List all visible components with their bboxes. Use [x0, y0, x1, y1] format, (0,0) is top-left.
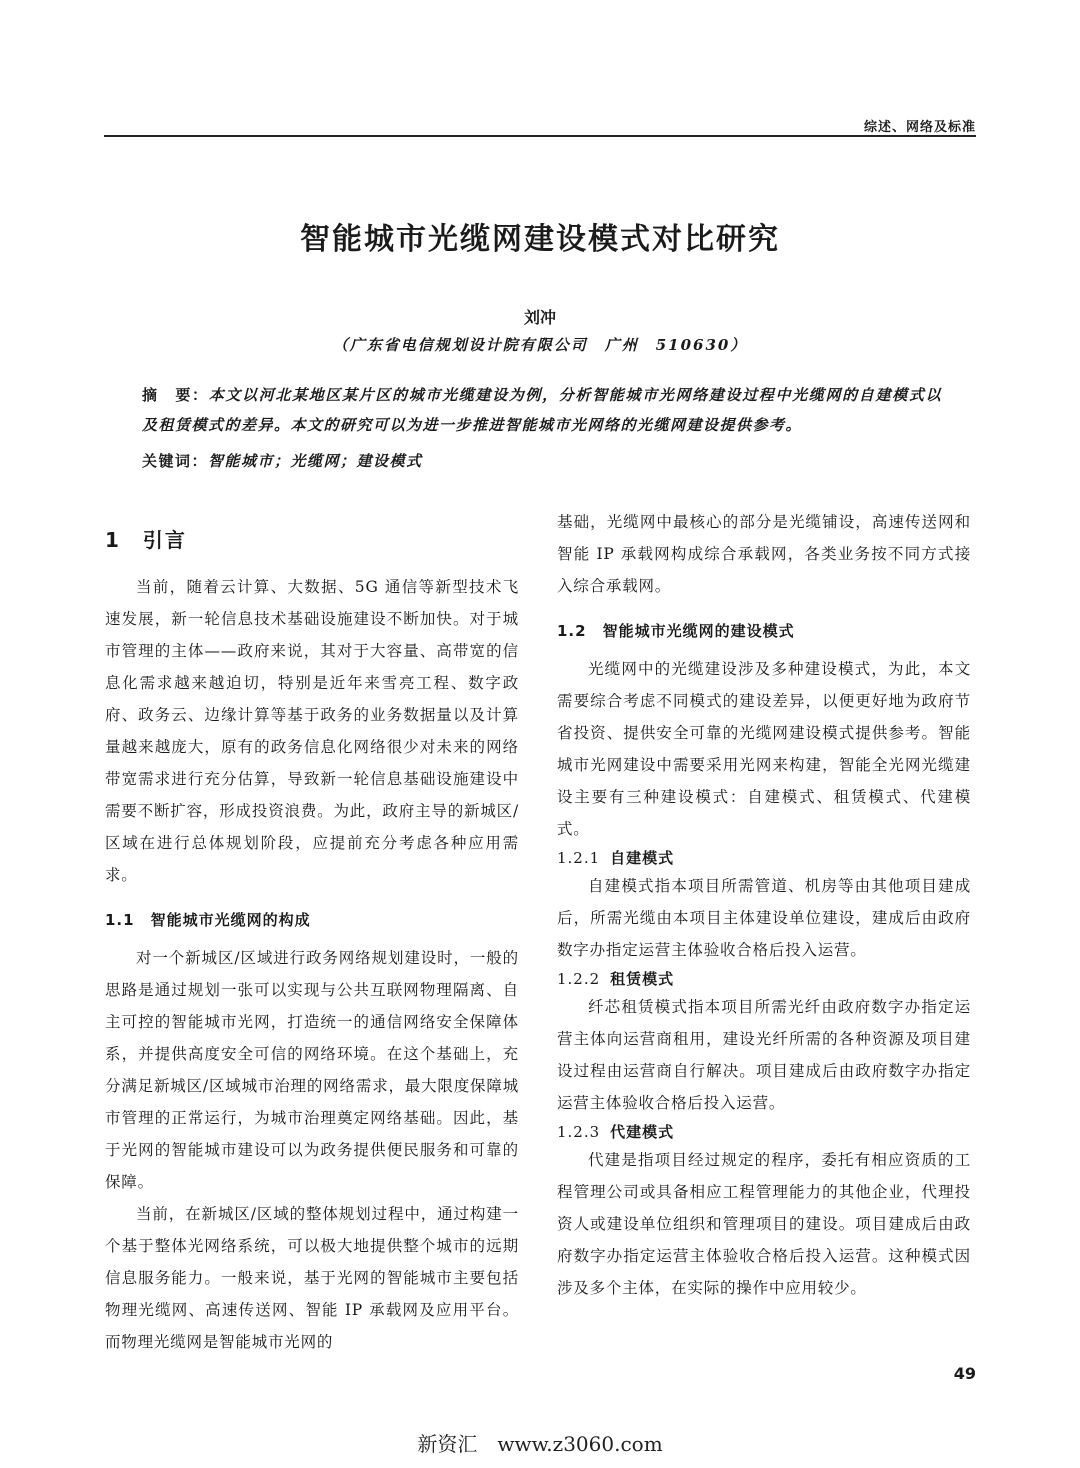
abstract: [142, 380, 942, 440]
section-heading-1-2: 1.2 智能城市光缆网的建设模式: [557, 622, 795, 640]
left-column: [105, 506, 519, 1358]
heading-title: 代建模式: [610, 1123, 675, 1141]
paragraph: 纤芯租赁模式指本项目所需光纤由政府数字办指定运营主体向运营商租用，建设光纤所需的各种资源及项目建设过程由运营商自行解决。项目建成后由政府数字办指定运营主体验收合格后投入运营。: [557, 998, 971, 1112]
section-heading-1-2-2: [557, 968, 971, 989]
section-heading-1-2-3: [557, 1121, 971, 1142]
heading-title: 租赁模式: [610, 970, 675, 988]
paragraph: 自建模式指本项目所需管道、机房等由其他项目建成后，所需光缆由本项目主体建设单位建设，建成后由政府数字办指定运营主体验收合格后投入运营。: [557, 877, 971, 959]
heading-number: 1.2.3: [557, 1123, 601, 1141]
header-rule: [104, 135, 976, 137]
page-number: 49: [953, 1364, 976, 1383]
heading-title: 自建模式: [610, 849, 675, 867]
paragraph: 光缆网中的光缆建设涉及多种建设模式，为此，本文需要综合考虑不同模式的建设差异，以便更好地为政府节省投资、提供安全可靠的光缆网建设模式提供参考。智能城市光网建设中需要采用光网来构建，智能全光网光缆建设主要有三种建设模式：自建模式、租赁模式、代建模式。: [557, 660, 971, 838]
footer-watermark: 新资汇 www.z3060.com: [0, 1420, 1080, 1468]
section-heading-1-2-1: [557, 847, 971, 868]
running-head: 综述、网络及标准: [863, 120, 976, 135]
heading-number: 1.2.1: [557, 849, 601, 867]
section-heading-1-1: 1.1 智能城市光缆网的构成: [105, 911, 311, 929]
right-column: [557, 506, 971, 1304]
author: 刘冲: [523, 308, 556, 327]
paragraph: 当前，随着云计算、大数据、5G 通信等新型技术飞速发展，新一轮信息技术基础设施建设不断加快。对于城市管理的主体——政府来说，其对于大容量、高带宽的信息化需求越来越迫切，特别是近年来雪亮工程、数字政府、政务云、边缘计算等基于政务的业务数据量以及计算量越来越庞大，原有的政务信息化网络很少对未来的网络带宽需求进行充分估算，导致新一轮信息基础设施建设中需要不断扩容，形成投资浪费。为此，政府主导的新城区/区域在进行总体规划阶段，应提前充分考虑各种应用需求。: [105, 578, 519, 884]
keywords-label: 关键词：: [142, 452, 209, 470]
abstract-text: 本文以河北某地区某片区的城市光缆建设为例，分析智能城市光网络建设过程中光缆网的自建模式以及租赁模式的差异。本文的研究可以为进一步推进智能城市光网络的光缆网建设提供参考。: [142, 386, 942, 434]
keywords: [142, 450, 942, 471]
heading-number: 1.2.2: [557, 970, 601, 988]
page-title: 智能城市光缆网建设模式对比研究: [300, 222, 780, 257]
paragraph: 对一个新城区/区域进行政务网络规划建设时，一般的思路是通过规划一张可以实现与公共互联网物理隔离、自主可控的智能城市光网，打造统一的通信网络安全保障体系，并提供高度安全可信的网络环境。在这个基础上，充分满足新城区/区域城市治理的网络需求，最大限度保障城市管理的正常运行，为城市治理奠定网络基础。因此，基于光网的智能城市建设可以为政务提供便民服务和可靠的保障。: [105, 949, 519, 1191]
affiliation: （广东省电信规划设计院有限公司 广州 510630）: [332, 336, 748, 354]
keywords-text: 智能城市；光缆网；建设模式: [208, 452, 423, 470]
paragraph: 代建是指项目经过规定的程序，委托有相应资质的工程管理公司或具备相应工程管理能力的其他企业，代理投资人或建设单位组织和管理项目的建设。项目建成后由政府数字办指定运营主体验收合格后投入运营。这种模式因涉及多个主体，在实际的操作中应用较少。: [557, 1151, 971, 1297]
paragraph: 基础，光缆网中最核心的部分是光缆铺设，高速传送网和智能 IP 承载网构成综合承载网，各类业务按不同方式接入综合承载网。: [557, 513, 971, 595]
abstract-label: 摘 要：: [142, 386, 209, 404]
paragraph: 当前，在新城区/区域的整体规划过程中，通过构建一个基于整体光网络系统，可以极大地提供整个城市的远期信息服务能力。一般来说，基于光网的智能城市主要包括物理光缆网、高速传送网、智能 IP 承载网及应用平台。而物理光缆网是智能城市光网的: [105, 1205, 519, 1351]
section-heading-intro: 1 引言: [105, 528, 187, 552]
